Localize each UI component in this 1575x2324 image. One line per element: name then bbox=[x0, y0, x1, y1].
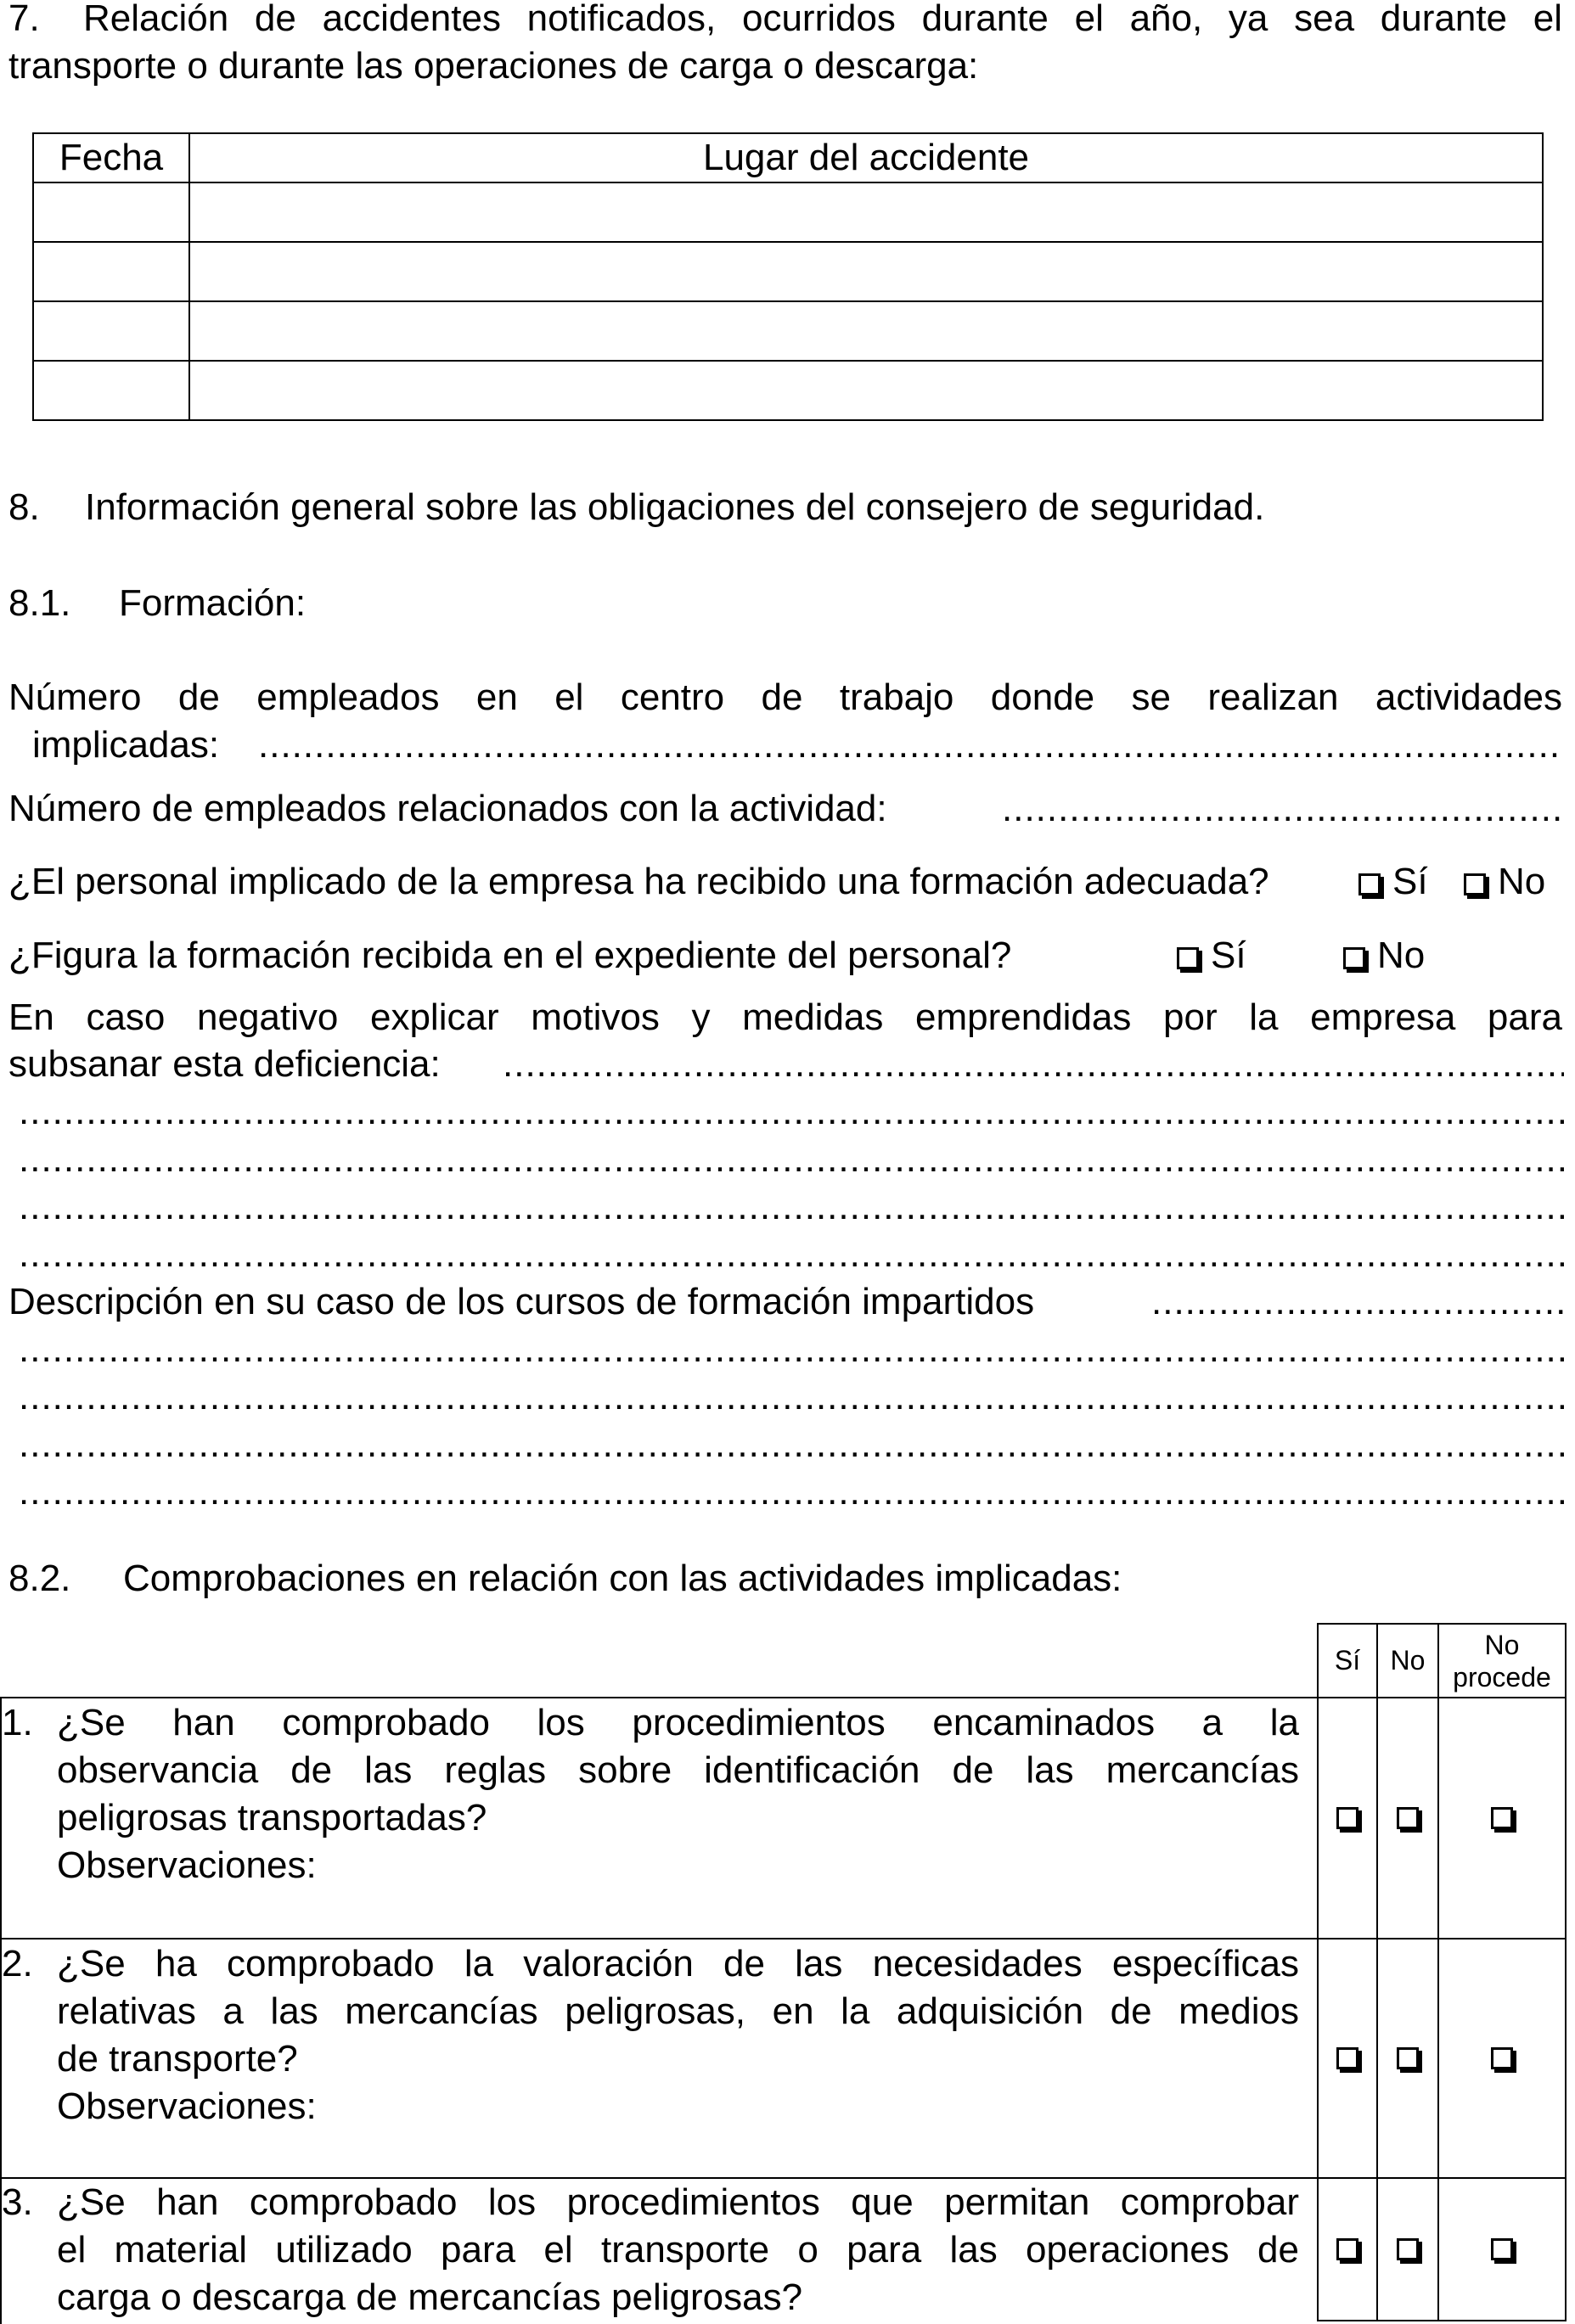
negative-explain-line-1: En caso negativo explicar motivos y medidas emprendidas por la empresa para bbox=[8, 996, 1562, 1038]
accident-date-cell[interactable] bbox=[33, 242, 189, 301]
accidents-place-header: Lugar del accidente bbox=[189, 133, 1543, 182]
negative-explain-field[interactable] bbox=[19, 1231, 1564, 1278]
training-question: ¿El personal implicado de la empresa ha recibido una formación adecuada? bbox=[8, 861, 1269, 902]
negative-explain-line-2: subsanar esta deficiencia: bbox=[8, 1043, 441, 1085]
section-8-1-number: 8.1. bbox=[8, 582, 71, 624]
table-row bbox=[33, 301, 1543, 361]
employees-center-field[interactable] bbox=[258, 721, 1564, 769]
checkbox-icon[interactable] bbox=[1358, 873, 1381, 895]
accident-place-cell[interactable] bbox=[189, 301, 1543, 361]
item-1-no-cell[interactable] bbox=[1378, 1698, 1437, 1938]
courses-field[interactable] bbox=[19, 1326, 1564, 1373]
table-row bbox=[33, 361, 1543, 420]
column-yes-header: Sí bbox=[1334, 1645, 1361, 1676]
accident-place-cell[interactable] bbox=[189, 242, 1543, 301]
section-8-1-title: Formación: bbox=[119, 582, 307, 624]
column-not-applicable-header: No procede bbox=[1453, 1629, 1551, 1692]
check-item-number: 3. bbox=[2, 2181, 33, 2223]
item-3-yes-cell[interactable] bbox=[1319, 2179, 1376, 2320]
checkbox-icon[interactable] bbox=[1336, 2238, 1358, 2260]
courses-field[interactable] bbox=[19, 1373, 1564, 1421]
item-3-na-cell[interactable] bbox=[1439, 2179, 1565, 2320]
accidents-table bbox=[32, 132, 1544, 421]
checkbox-icon[interactable] bbox=[1336, 1807, 1358, 1829]
observations-label: Observaciones: bbox=[57, 1844, 317, 1886]
courses-field[interactable] bbox=[19, 1468, 1564, 1516]
negative-explain-field[interactable] bbox=[19, 1088, 1564, 1136]
grid-line bbox=[1565, 1623, 1567, 2321]
record-question: ¿Figura la formación recibida en el expediente del personal? bbox=[8, 935, 1012, 976]
checkbox-icon[interactable] bbox=[1343, 947, 1365, 969]
accident-place-cell[interactable] bbox=[189, 182, 1543, 242]
related-employees-label: Número de empleados relacionados con la actividad: bbox=[8, 788, 887, 829]
check-item-3: 3. ¿Se han comprobado los procedimientos que permitan comprobar el material utilizado para el transporte o para las operaciones de carga o descarga de mercancías peligrosas? bbox=[2, 2179, 1299, 2321]
checkbox-icon[interactable] bbox=[1491, 1807, 1513, 1829]
item-2-yes-cell[interactable] bbox=[1319, 1939, 1376, 2177]
check-item-number: 1. bbox=[2, 1702, 33, 1743]
accidents-date-header: Fecha bbox=[33, 133, 189, 182]
accident-date-cell[interactable] bbox=[33, 301, 189, 361]
section-8-2-title: Comprobaciones en relación con las actividades implicadas: bbox=[123, 1558, 1122, 1599]
section-8-heading bbox=[8, 484, 1264, 531]
check-item-2: 2. ¿Se ha comprobado la valoración de las necesidades específicas relativas a las mercancías peligrosas, en la adquisición de medios de transporte? Observaciones: bbox=[2, 1940, 1299, 2130]
item-2-no-cell[interactable] bbox=[1378, 1939, 1437, 2177]
item-1-yes-cell[interactable] bbox=[1319, 1698, 1376, 1938]
grid-line bbox=[1317, 2320, 1567, 2321]
negative-explain-field[interactable] bbox=[19, 1136, 1564, 1183]
record-yes-option[interactable]: Sí bbox=[1177, 932, 1246, 980]
accident-date-cell[interactable] bbox=[33, 361, 189, 420]
checkbox-icon[interactable] bbox=[1397, 1807, 1419, 1829]
training-yes-option[interactable]: Sí bbox=[1358, 858, 1428, 906]
training-no-option[interactable]: No bbox=[1464, 858, 1545, 906]
checkbox-icon[interactable] bbox=[1177, 947, 1199, 969]
section-7-heading bbox=[8, 0, 1562, 90]
employees-center-line-2: implicadas: bbox=[32, 724, 220, 766]
negative-explain-field[interactable] bbox=[19, 1183, 1564, 1231]
table-row bbox=[33, 242, 1543, 301]
related-employees-field[interactable] bbox=[1002, 785, 1564, 833]
courses-field[interactable] bbox=[1151, 1278, 1564, 1326]
courses-label: Descripción en su caso de los cursos de formación impartidos bbox=[8, 1281, 1035, 1322]
employees-center-line-1: Número de empleados en el centro de trabajo donde se realizan actividades bbox=[8, 676, 1562, 718]
record-no-option[interactable]: No bbox=[1343, 932, 1425, 980]
item-1-na-cell[interactable] bbox=[1439, 1698, 1565, 1938]
checkbox-icon[interactable] bbox=[1491, 2238, 1513, 2260]
check-item-1: 1. ¿Se han comprobado los procedimientos encaminados a la observancia de las reglas sobre identificación de las mercancías peligrosas transportadas? Observaciones: bbox=[2, 1699, 1299, 1889]
table-row bbox=[33, 182, 1543, 242]
check-item-number: 2. bbox=[2, 1943, 33, 1984]
section-8-title: Información general sobre las obligaciones del consejero de seguridad. bbox=[85, 486, 1265, 528]
accident-place-cell[interactable] bbox=[189, 361, 1543, 420]
checkbox-icon[interactable] bbox=[1336, 2047, 1358, 2069]
checkbox-icon[interactable] bbox=[1397, 2047, 1419, 2069]
accident-date-cell[interactable] bbox=[33, 182, 189, 242]
column-no-header: No bbox=[1390, 1645, 1426, 1676]
observations-label: Observaciones: bbox=[57, 2085, 317, 2127]
checkbox-icon[interactable] bbox=[1491, 2047, 1513, 2069]
negative-explain-field[interactable] bbox=[503, 1041, 1564, 1088]
section-8-number: 8. bbox=[8, 486, 40, 528]
item-3-no-cell[interactable] bbox=[1378, 2179, 1437, 2320]
checkbox-icon[interactable] bbox=[1397, 2238, 1419, 2260]
section-8-1-heading bbox=[8, 580, 306, 627]
item-2-na-cell[interactable] bbox=[1439, 1939, 1565, 2177]
section-7-line-1: Relación de accidentes notificados, ocurridos durante el año, ya sea durante el bbox=[83, 0, 1562, 39]
section-7-line-2: transporte o durante las operaciones de carga o descarga: bbox=[8, 45, 979, 87]
section-8-2-number: 8.2. bbox=[8, 1558, 71, 1599]
checkbox-icon[interactable] bbox=[1464, 873, 1486, 895]
section-8-2-heading bbox=[8, 1555, 1122, 1603]
courses-field[interactable] bbox=[19, 1421, 1564, 1468]
section-7-number: 7. bbox=[8, 0, 40, 39]
